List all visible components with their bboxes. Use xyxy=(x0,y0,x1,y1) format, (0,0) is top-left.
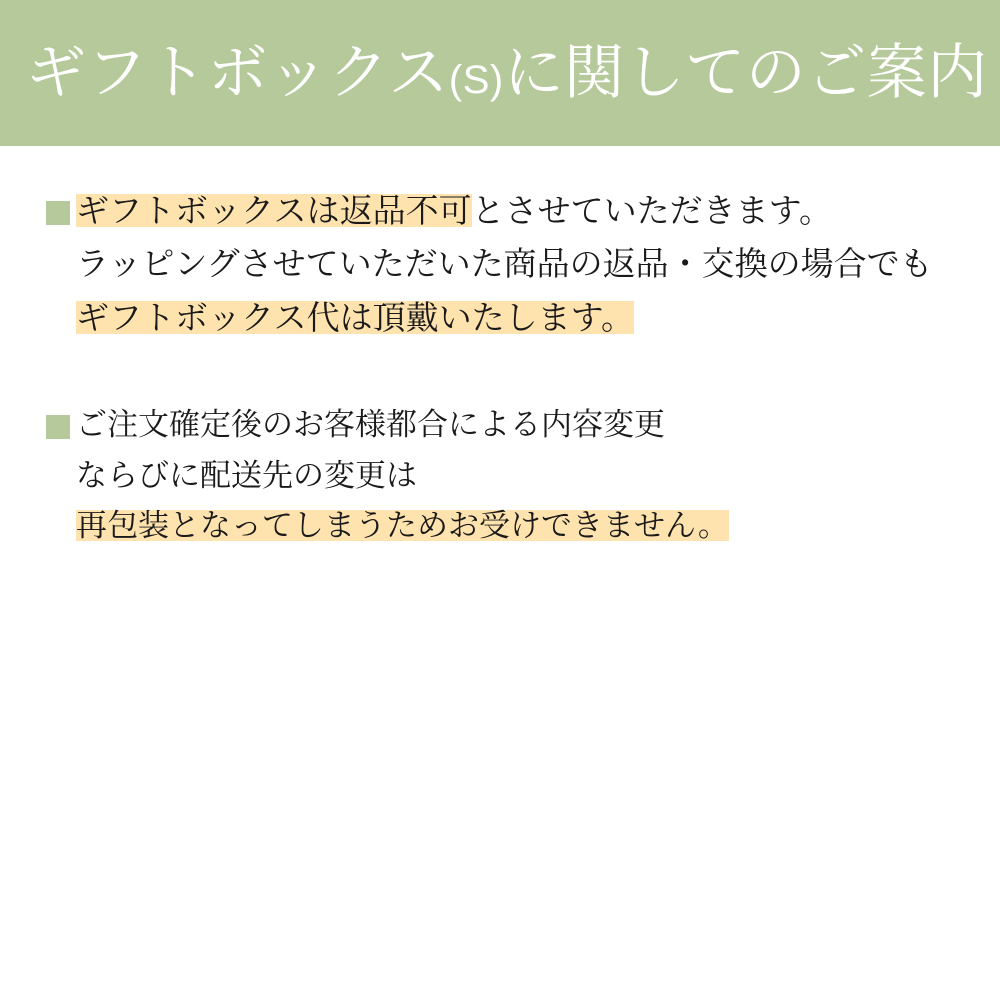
highlighted-text: 再包装となってしまうためお受けできません。 xyxy=(76,507,729,543)
notice-line-text: ご注文確定後のお客様都合による内容変更 xyxy=(76,407,665,443)
highlighted-text: ギフトボックスは返品不可 xyxy=(76,192,472,229)
notice-line xyxy=(46,400,954,450)
notice-line xyxy=(46,501,954,551)
notice-line-text xyxy=(76,184,832,237)
highlighted-text: ギフトボックス代は頂戴いたします。 xyxy=(76,298,635,336)
notice-line xyxy=(46,451,954,501)
notice-line-text: ラッピングさせていただいた商品の返品・交換の場合でも xyxy=(76,245,933,283)
notice-body xyxy=(0,146,1000,551)
page-title-size-label: (S) xyxy=(448,58,504,102)
notice-line-text xyxy=(76,291,954,344)
notice-block xyxy=(46,184,954,344)
square-bullet-icon xyxy=(46,201,70,225)
notice-line xyxy=(46,184,954,237)
notice-line-text xyxy=(76,501,954,551)
page-title-main-second: に関してのご案内 xyxy=(503,39,988,106)
notice-line xyxy=(46,291,954,344)
page-title xyxy=(26,40,988,106)
notice-block xyxy=(46,400,954,551)
page-header-banner xyxy=(0,0,1000,146)
square-bullet-icon xyxy=(46,415,70,439)
notice-line-remainder: とさせていただきます。 xyxy=(471,192,833,229)
page-title-main-first: ギフトボックス xyxy=(26,39,449,106)
notice-line-text: ならびに配送先の変更は xyxy=(76,457,417,493)
notice-line xyxy=(46,237,954,290)
